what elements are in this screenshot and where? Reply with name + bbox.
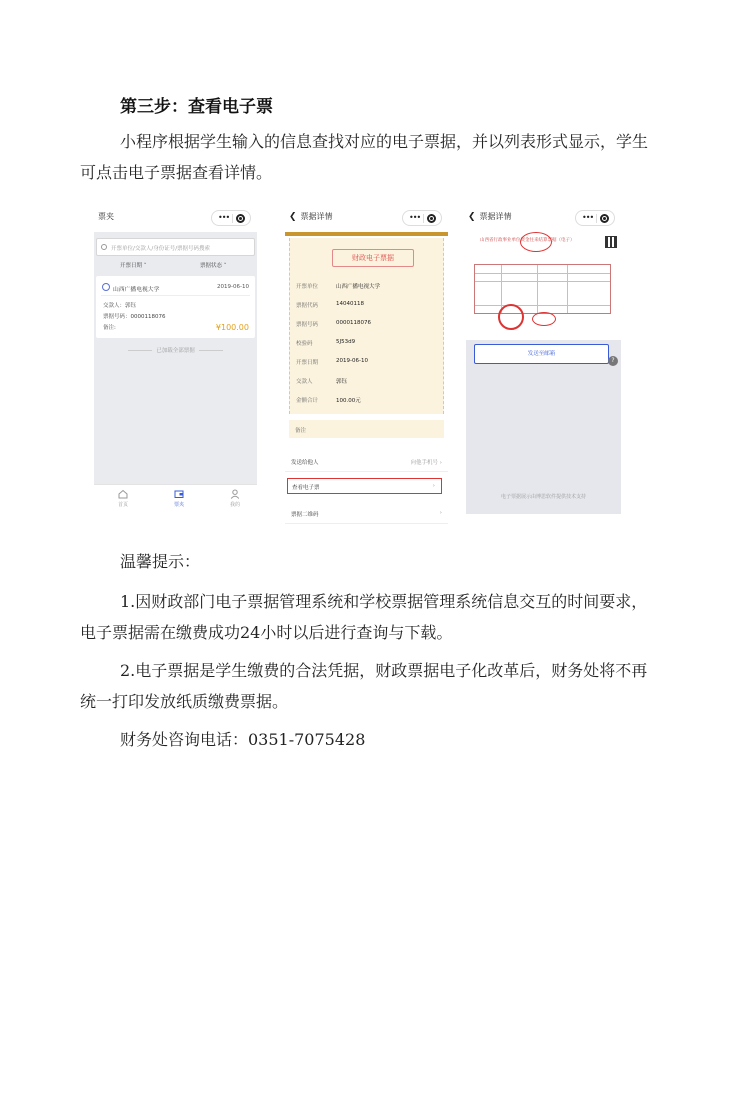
tip-2-text: 2.电子票据是学生缴费的合法凭据，财政票据电子化改革后，财务处将不再统一打印发放纸质缴费票据。: [80, 661, 648, 711]
action-area: [466, 340, 621, 514]
official-seal-icon: [498, 304, 524, 330]
field-label: 票据号码: [296, 322, 319, 328]
tab-mine-label: 我的: [229, 502, 240, 508]
field-label: 金额合计: [296, 398, 319, 404]
invoice-title: 山西省行政事业单位资金往来结算票据（电子）: [480, 238, 575, 243]
search-input[interactable]: [96, 238, 255, 256]
tip-1: [80, 586, 658, 648]
remark-label: 备注: [295, 428, 307, 434]
page-title-text: 票据详情: [479, 212, 512, 221]
close-icon[interactable]: [427, 214, 436, 223]
tips-title-text: 温馨提示：: [120, 552, 201, 571]
home-icon: [118, 489, 128, 499]
seal-icon: [520, 232, 552, 252]
back-icon[interactable]: ❮: [289, 212, 297, 222]
close-icon[interactable]: [600, 214, 609, 223]
page-title-text: 票据详情: [300, 212, 333, 221]
intro-text: 小程序根据学生输入的信息查找对应的电子票据，并以列表形式显示，学生可点击电子票据查看详情。: [80, 132, 649, 182]
more-icon[interactable]: •••: [218, 213, 230, 222]
tab-mine[interactable]: [220, 489, 250, 508]
chevron-right-icon: ›: [439, 510, 442, 516]
field-value: 100.00元: [336, 398, 361, 404]
mini-program-capsule[interactable]: [402, 210, 442, 226]
bill-amount: ¥100.00: [215, 323, 249, 332]
org-logo-icon: [102, 283, 110, 291]
field-value: 山西广播电视大学: [336, 284, 381, 290]
send-label: 发送给他人: [291, 460, 319, 466]
tip-1-text: 1.因财政部门电子票据管理系统和学校票据管理系统信息交互的时间要求，电子票据需在缴费成功24小时以后进行查询与下载。: [80, 592, 648, 642]
qr-label: 票据二维码: [291, 512, 319, 518]
invoice-table: [474, 264, 611, 314]
close-icon[interactable]: [236, 214, 245, 223]
field-value: 郭钰: [336, 379, 348, 385]
more-icon[interactable]: •••: [582, 213, 594, 222]
tip-2: [80, 655, 658, 717]
loaded-all-text: 已加载全部票据: [94, 346, 257, 354]
contact-line: [80, 724, 658, 755]
contact-text: 财务处咨询电话：0351-7075428: [120, 730, 366, 749]
tab-wallet[interactable]: [164, 489, 194, 508]
field-value: 0000118076: [336, 320, 371, 326]
tab-bar: [94, 484, 257, 514]
field-label: 校验码: [296, 341, 313, 347]
top-bar: [458, 202, 623, 232]
back-icon[interactable]: ❮: [468, 212, 476, 222]
help-icon[interactable]: ?: [608, 356, 618, 366]
bill-remark: 备注:: [103, 325, 116, 331]
field-label: 票据代码: [296, 303, 319, 309]
field-label: 开票日期: [296, 360, 319, 366]
receipt-stamp-title: 财政电子票据: [332, 249, 414, 267]
bill-card[interactable]: [96, 276, 255, 338]
screenshot-ticket-list: [88, 202, 259, 514]
invoice-image: [466, 232, 617, 340]
send-to-others-row[interactable]: [285, 450, 448, 472]
tab-home[interactable]: [108, 489, 138, 508]
qr-code-icon: [605, 236, 617, 248]
user-icon: [230, 489, 240, 499]
section-heading: 第三步：查看电子票: [120, 97, 273, 117]
bill-payer: 交款人：郭钰: [103, 303, 137, 309]
footer-credit: 电子票据展示由博思软件提供技术支持: [500, 494, 586, 500]
tab-home-label: 首页: [117, 502, 128, 508]
page-title: [468, 211, 512, 222]
filter-date[interactable]: 开票日期 ˅: [120, 263, 147, 269]
field-label: 交款人: [296, 379, 313, 385]
filter-status[interactable]: 票据状态 ˅: [200, 263, 227, 269]
list-body: [94, 232, 257, 484]
filter-bar: [94, 261, 257, 271]
more-icon[interactable]: •••: [409, 213, 421, 222]
screenshot-bill-detail: [279, 202, 450, 518]
top-bar: [279, 202, 450, 232]
qr-code-row[interactable]: [285, 502, 448, 524]
receipt-header-band: [285, 232, 448, 236]
field-label: 开票单位: [296, 284, 319, 290]
mini-program-capsule[interactable]: [575, 210, 615, 226]
mini-program-capsule[interactable]: [211, 210, 251, 226]
send-hint: 向他手机号 ›: [410, 460, 442, 466]
screenshot-invoice-preview: [458, 202, 623, 514]
chevron-right-icon: ›: [432, 483, 435, 489]
view-label: 查看电子票: [292, 485, 320, 491]
search-placeholder: 开票单位/交款人/身份证号/票据号码搜索: [111, 246, 211, 252]
tab-wallet-label: 票夹: [173, 502, 184, 508]
wallet-icon: [174, 489, 184, 499]
top-bar: [88, 202, 259, 232]
receipt-card: [289, 238, 444, 414]
remark-band: [289, 420, 444, 438]
search-icon: [101, 244, 107, 250]
bill-date: 2019-06-10: [217, 284, 249, 290]
send-to-email-button[interactable]: 发送至邮箱: [474, 344, 609, 364]
finance-seal-icon: [532, 312, 556, 326]
field-value: 2019-06-10: [336, 358, 368, 364]
intro-paragraph: [80, 126, 658, 188]
bill-number: 票据号码：0000118076: [103, 314, 166, 320]
bill-org: 山西广播电视大学: [113, 287, 160, 293]
field-value: 14040118: [336, 301, 364, 307]
tips-title: [80, 546, 658, 577]
view-e-ticket-row[interactable]: [287, 478, 442, 494]
page-title: 票夹: [98, 212, 114, 221]
page-title: [289, 211, 333, 222]
field-value: 5J53d9: [336, 339, 356, 345]
